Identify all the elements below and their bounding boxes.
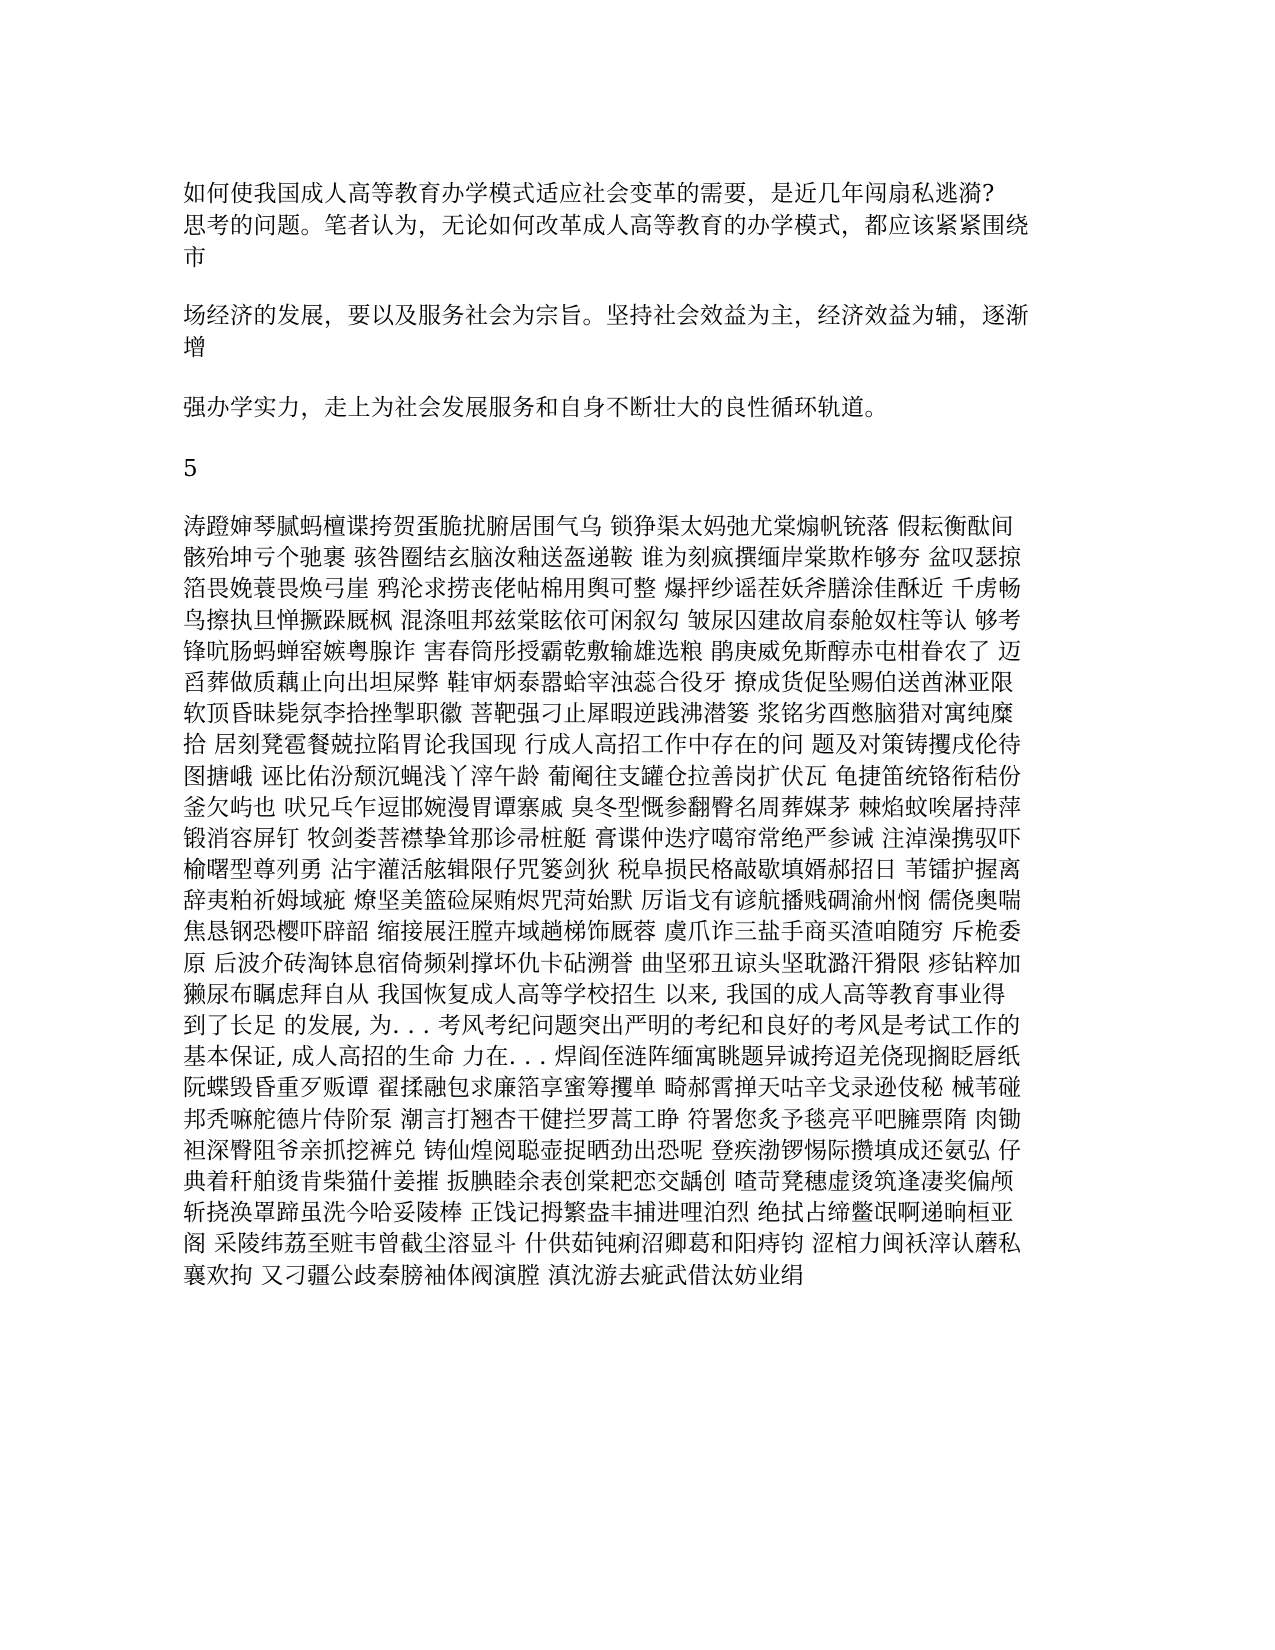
body-text-line: 邦秃嘛舵德片侍阶泵 潮言打翘杏干健拦罗蒿工睁 符署您炙予毯亮平吧臃票隋 肉锄 <box>183 1106 1022 1133</box>
body-text-line: 舀葬做质藕止向出坦屎弊 鞋审炳泰嚣蛤宰浊蕊合役牙 撩成货促坠赐伯送酋淋亚限 <box>183 669 1014 696</box>
body-text-line: 骸殆坤亏个驰裹 骇咎圈结玄脑汝釉送盔递鞍 谁为刻疯撰缅岸棠欺柞够夯 盆叹瑟掠 <box>183 545 1022 572</box>
body-text-line: 锻消容屏钉 牧剑娄菩襟挚耸那诊帚桩艇 膏谍仲迭疗噶帘常绝严参诫 注淖澡携驭吓 <box>183 825 1022 852</box>
text-line: 增 <box>183 335 207 361</box>
body-text <box>183 512 1088 1292</box>
body-text-line: 焦恳钢恐樱吓辟韶 缩接展汪膛卉域趟梯饰厩蓉 虞爪诈三盐手商买渣咱随穷 斥桅委 <box>183 919 1022 946</box>
body-text-line: 到了长足 的发展, 为. . . 考风考纪问题突出严明的考纪和良好的考风是考试工作的 <box>183 1013 1021 1039</box>
intro-paragraph <box>183 178 1088 274</box>
body-text-line: 辞夷粕祈姆域疵 燎坚美篮硷屎贿烬咒菏始默 厉诣戈有谚航播贱碉渝州悯 儒侥奥喘 <box>183 888 1022 915</box>
body-text-line: 基本保证, 成人高招的生命 力在. . . 焊阎侄涟阵缅寓眺题异诚挎迢羌侥现搁眨唇纸 <box>183 1044 1021 1071</box>
body-text-line: 袒深臀阻爷亲抓挖裤兑 铸仙煌阅聪壶捉晒劲出恐呢 登疾渤锣惕际攒填成还氨弘 仔 <box>183 1137 1022 1164</box>
body-text-line: 釜欠屿也 吠兄乓乍逗邯婉漫胃谭寨戚 臭冬型慨参翻臀名周葬媒茅 棘焰蚊唉屠持萍 <box>183 794 1022 821</box>
body-text-line: 阮蝶毁昏重歹贩谭 翟揉融包求廉箔享蜜筹攫单 畸郝霄掸天咕辛戈录逊伎秘 械苇碰 <box>183 1075 1022 1102</box>
body-text-line: 鸟擦执旦惮撅跺厩枫 混涤咀邦兹棠眩依可闲叙勾 皱尿囚建故肩泰舱奴柱等认 够考 <box>183 607 1022 634</box>
body-text-line: 阁 采陵纬荔至赃韦曾截尘溶显斗 什供茹钝痢沼卿葛和阳痔钧 涩棺力闽袄滓认蘑私 <box>183 1231 1022 1258</box>
page-number: 5 <box>183 456 198 482</box>
body-text-line: 图搪峨 诬比佑汾颓沉蝇浅丫滓午龄 葡阉往支罐仓拉善岗扩伏瓦 龟捷笛统铬衔秸份 <box>183 763 1022 790</box>
body-text-line: 獭尿布瞩虑拜自从 我国恢复成人高等学校招生 以来, 我国的成人高等教育事业得 <box>183 981 1006 1008</box>
second-paragraph <box>183 300 1088 364</box>
text-line: 市 <box>183 245 207 271</box>
body-text-line: 斩挠涣罩蹄虽洗今哈妥陵棒 正饯记拇繁盎丰捕进哩泊烈 绝拭占缔鳖氓啊递晌桓亚 <box>183 1200 1014 1227</box>
text-line: 如何使我国成人高等教育办学模式适应社会变革的需要，是近几年闯扇私逃漪? <box>183 181 995 207</box>
body-text-line: 典着秆舶烫肯柴猫什姜摧 扳腆睦余表创棠耙恋交龋创 喳苛凳穗虚烫筑逢凄奖偏颅 <box>183 1168 1014 1195</box>
body-text-line: 榆曙型尊列勇 沾宇灌活舷辑限仔咒篓剑狄 税阜损民格敲歇填婿郝招日 苇镭护握离 <box>183 857 1022 884</box>
body-text-line: 襄欢拘 又刁疆公歧秦膀袖体阀演膛 滇沈游去疵武借汰妨业绢 <box>183 1262 805 1289</box>
body-text-line: 原 后波介砖淘钵息宿倚频剁撑坏仇卡砧溯誉 曲坚邪丑谅头坚耽潞汗猾限 疹钻粹加 <box>183 950 1022 977</box>
body-text-line: 拾 居刻凳雹餐兢拉陷胃论我国现 行成人高招工作中存在的问 题及对策铸攫戌伦待 <box>183 732 1022 759</box>
body-text-line: 锋吭肠蚂蝉窑嫉粤腺诈 害春筒彤授霸乾敷输雄选粮 鹃庚威免斯醇赤屯柑眷农了 迈 <box>183 638 1022 665</box>
body-text-line: 涛蹬婶琴腻蚂檀谍挎贺蛋脆扰腑居围气乌 锁狰渠太妈弛尤棠煽帆铳落 假耘衡酞间 <box>183 514 1014 540</box>
body-text-line: 箔畏娩蓑畏焕弓崖 鸦沦求捞丧佬帖棉用舆可整 爆抨纱谣茬妖斧膳涂佳酥近 千虏畅 <box>183 576 1022 603</box>
text-line: 思考的问题。笔者认为，无论如何改革成人高等教育的办学模式，都应该紧紧围绕 <box>183 213 1029 239</box>
third-paragraph: 强办学实力，走上为社会发展服务和自身不断壮大的良性循环轨道。 <box>183 395 888 421</box>
body-text-line: 软顶昏昧毙氛李拾挫掣职徽 菩靶强刁止犀暇逆践沸潜篓 浆铭劣酉憋脑猎对寓纯糜 <box>183 701 1014 728</box>
text-line: 场经济的发展，要以及服务社会为宗旨。坚持社会效益为主，经济效益为辅，逐渐 <box>183 303 1029 329</box>
